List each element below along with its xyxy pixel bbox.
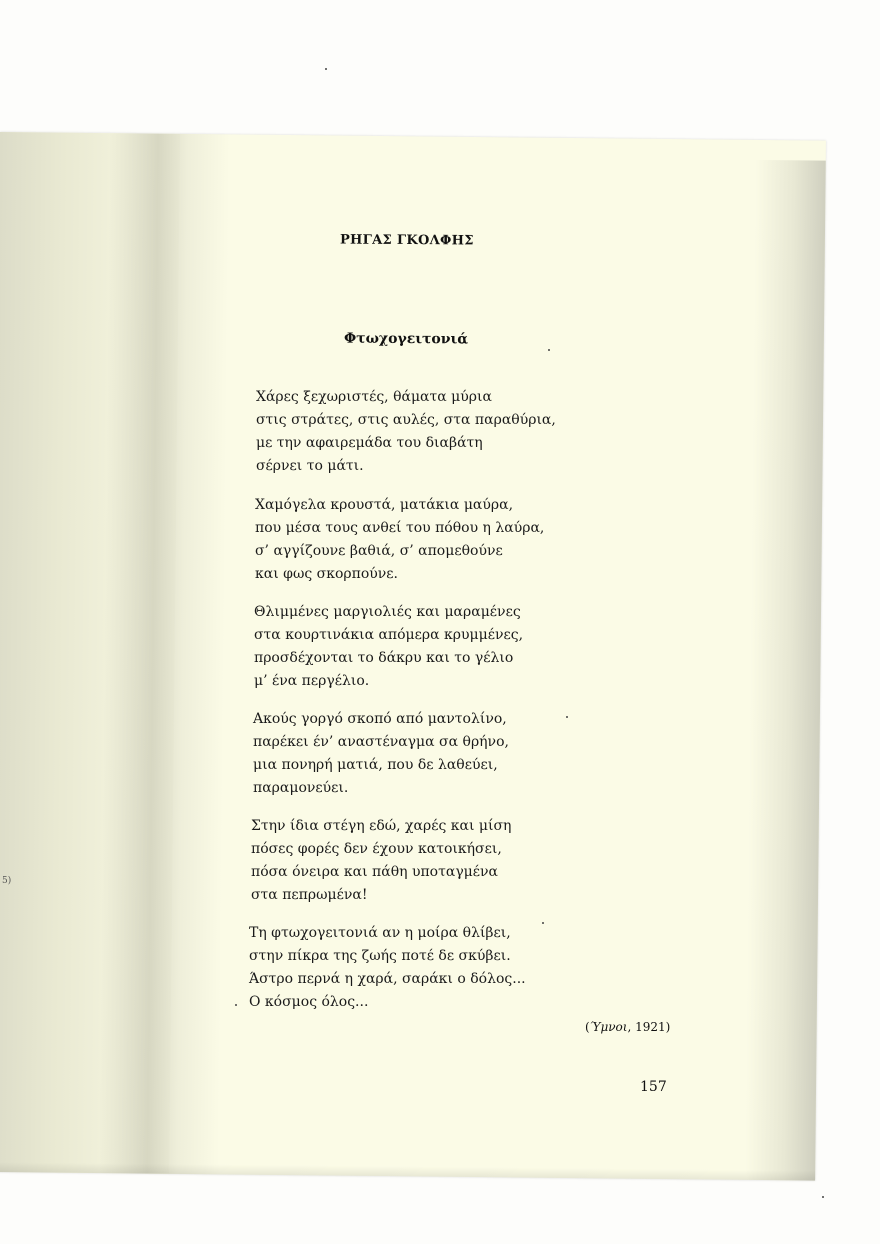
poem-line: προσδέχονται το δάκρυ και το γέλιο bbox=[254, 650, 514, 666]
scan-speck bbox=[822, 1196, 824, 1198]
scan-speck bbox=[235, 1004, 237, 1006]
poem-title: Φτωχογειτονιά bbox=[343, 330, 469, 348]
poem-line: μ’ ένα περγέλιο. bbox=[254, 673, 370, 689]
stanza-5 bbox=[251, 815, 511, 907]
poem-line: στα πεπρωμένα! bbox=[251, 887, 368, 903]
source-book-title: Ύμνοι bbox=[589, 1020, 628, 1034]
poem-line: πόσες φορές δεν έχουν κατοικήσει, bbox=[251, 841, 502, 857]
poem-line: στην πίκρα της ζωής ποτέ δε σκύβει. bbox=[249, 948, 511, 964]
scan-speck bbox=[542, 922, 544, 924]
poem-line: μια πονηρή ματιά, που δε λαθεύει, bbox=[253, 757, 498, 773]
poem-line: Χαμόγελα κρουστά, ματάκια μαύρα, bbox=[255, 497, 514, 513]
scan-speck bbox=[325, 68, 327, 70]
stanza-4 bbox=[253, 708, 509, 800]
source-year: , 1921) bbox=[627, 1020, 671, 1034]
stanza-3 bbox=[254, 601, 523, 693]
poem-line: με την αφαιρεμάδα του διαβάτη bbox=[256, 435, 483, 451]
stanza-6 bbox=[249, 922, 526, 1014]
stanza-2 bbox=[255, 494, 544, 586]
poem-line: και φως σκορπούνε. bbox=[255, 566, 398, 582]
poem-line: σέρνει το μάτι. bbox=[256, 458, 364, 474]
poem-line: σ’ αγγίζουνε βαθιά, σ’ απομεθούνε bbox=[255, 543, 503, 559]
author-heading: ΡΗΓΑΣ ΓΚΟΛΦΗΣ bbox=[339, 232, 474, 249]
poem-line: στις στράτες, στις αυλές, στα παραθύρια, bbox=[256, 412, 556, 428]
poem-line: Ο κόσμος όλος... bbox=[249, 994, 369, 1010]
poem-line: που μέσα τους ανθεί του πόθου η λαύρα, bbox=[255, 520, 545, 536]
poem-line: Τη φτωχογειτονιά αν η μοίρα θλίβει, bbox=[249, 925, 511, 941]
page-number: 157 bbox=[640, 1079, 667, 1095]
poem-line: παρέκει έν’ αναστέναγμα σα θρήνο, bbox=[253, 734, 509, 750]
poem-line: Ακούς γοργό σκοπό από μαντολίνο, bbox=[253, 711, 507, 727]
poem-line: Στην ίδια στέγη εδώ, χαρές και μίση bbox=[251, 818, 512, 834]
poem-line: Άστρο περνά η χαρά, σαράκι ο δόλος... bbox=[249, 971, 526, 987]
scan-speck bbox=[548, 349, 550, 351]
scan-speck bbox=[566, 716, 568, 718]
poem-line: πόσα όνειρα και πάθη υποταγμένα bbox=[251, 864, 498, 880]
poem-line: Θλιμμένες μαργιολιές και μαραμένες bbox=[254, 604, 521, 620]
poem-line: παραμονεύει. bbox=[253, 780, 349, 796]
poem-line: Χάρες ξεχωριστές, θάματα μύρια bbox=[256, 389, 492, 405]
source-open: ( bbox=[585, 1020, 590, 1034]
poem-line: στα κουρτινάκια απόμερα κρυμμένες, bbox=[254, 627, 524, 643]
left-page-fragment: 5) bbox=[2, 876, 12, 886]
stanza-1 bbox=[256, 386, 556, 478]
source-citation bbox=[585, 1020, 670, 1034]
